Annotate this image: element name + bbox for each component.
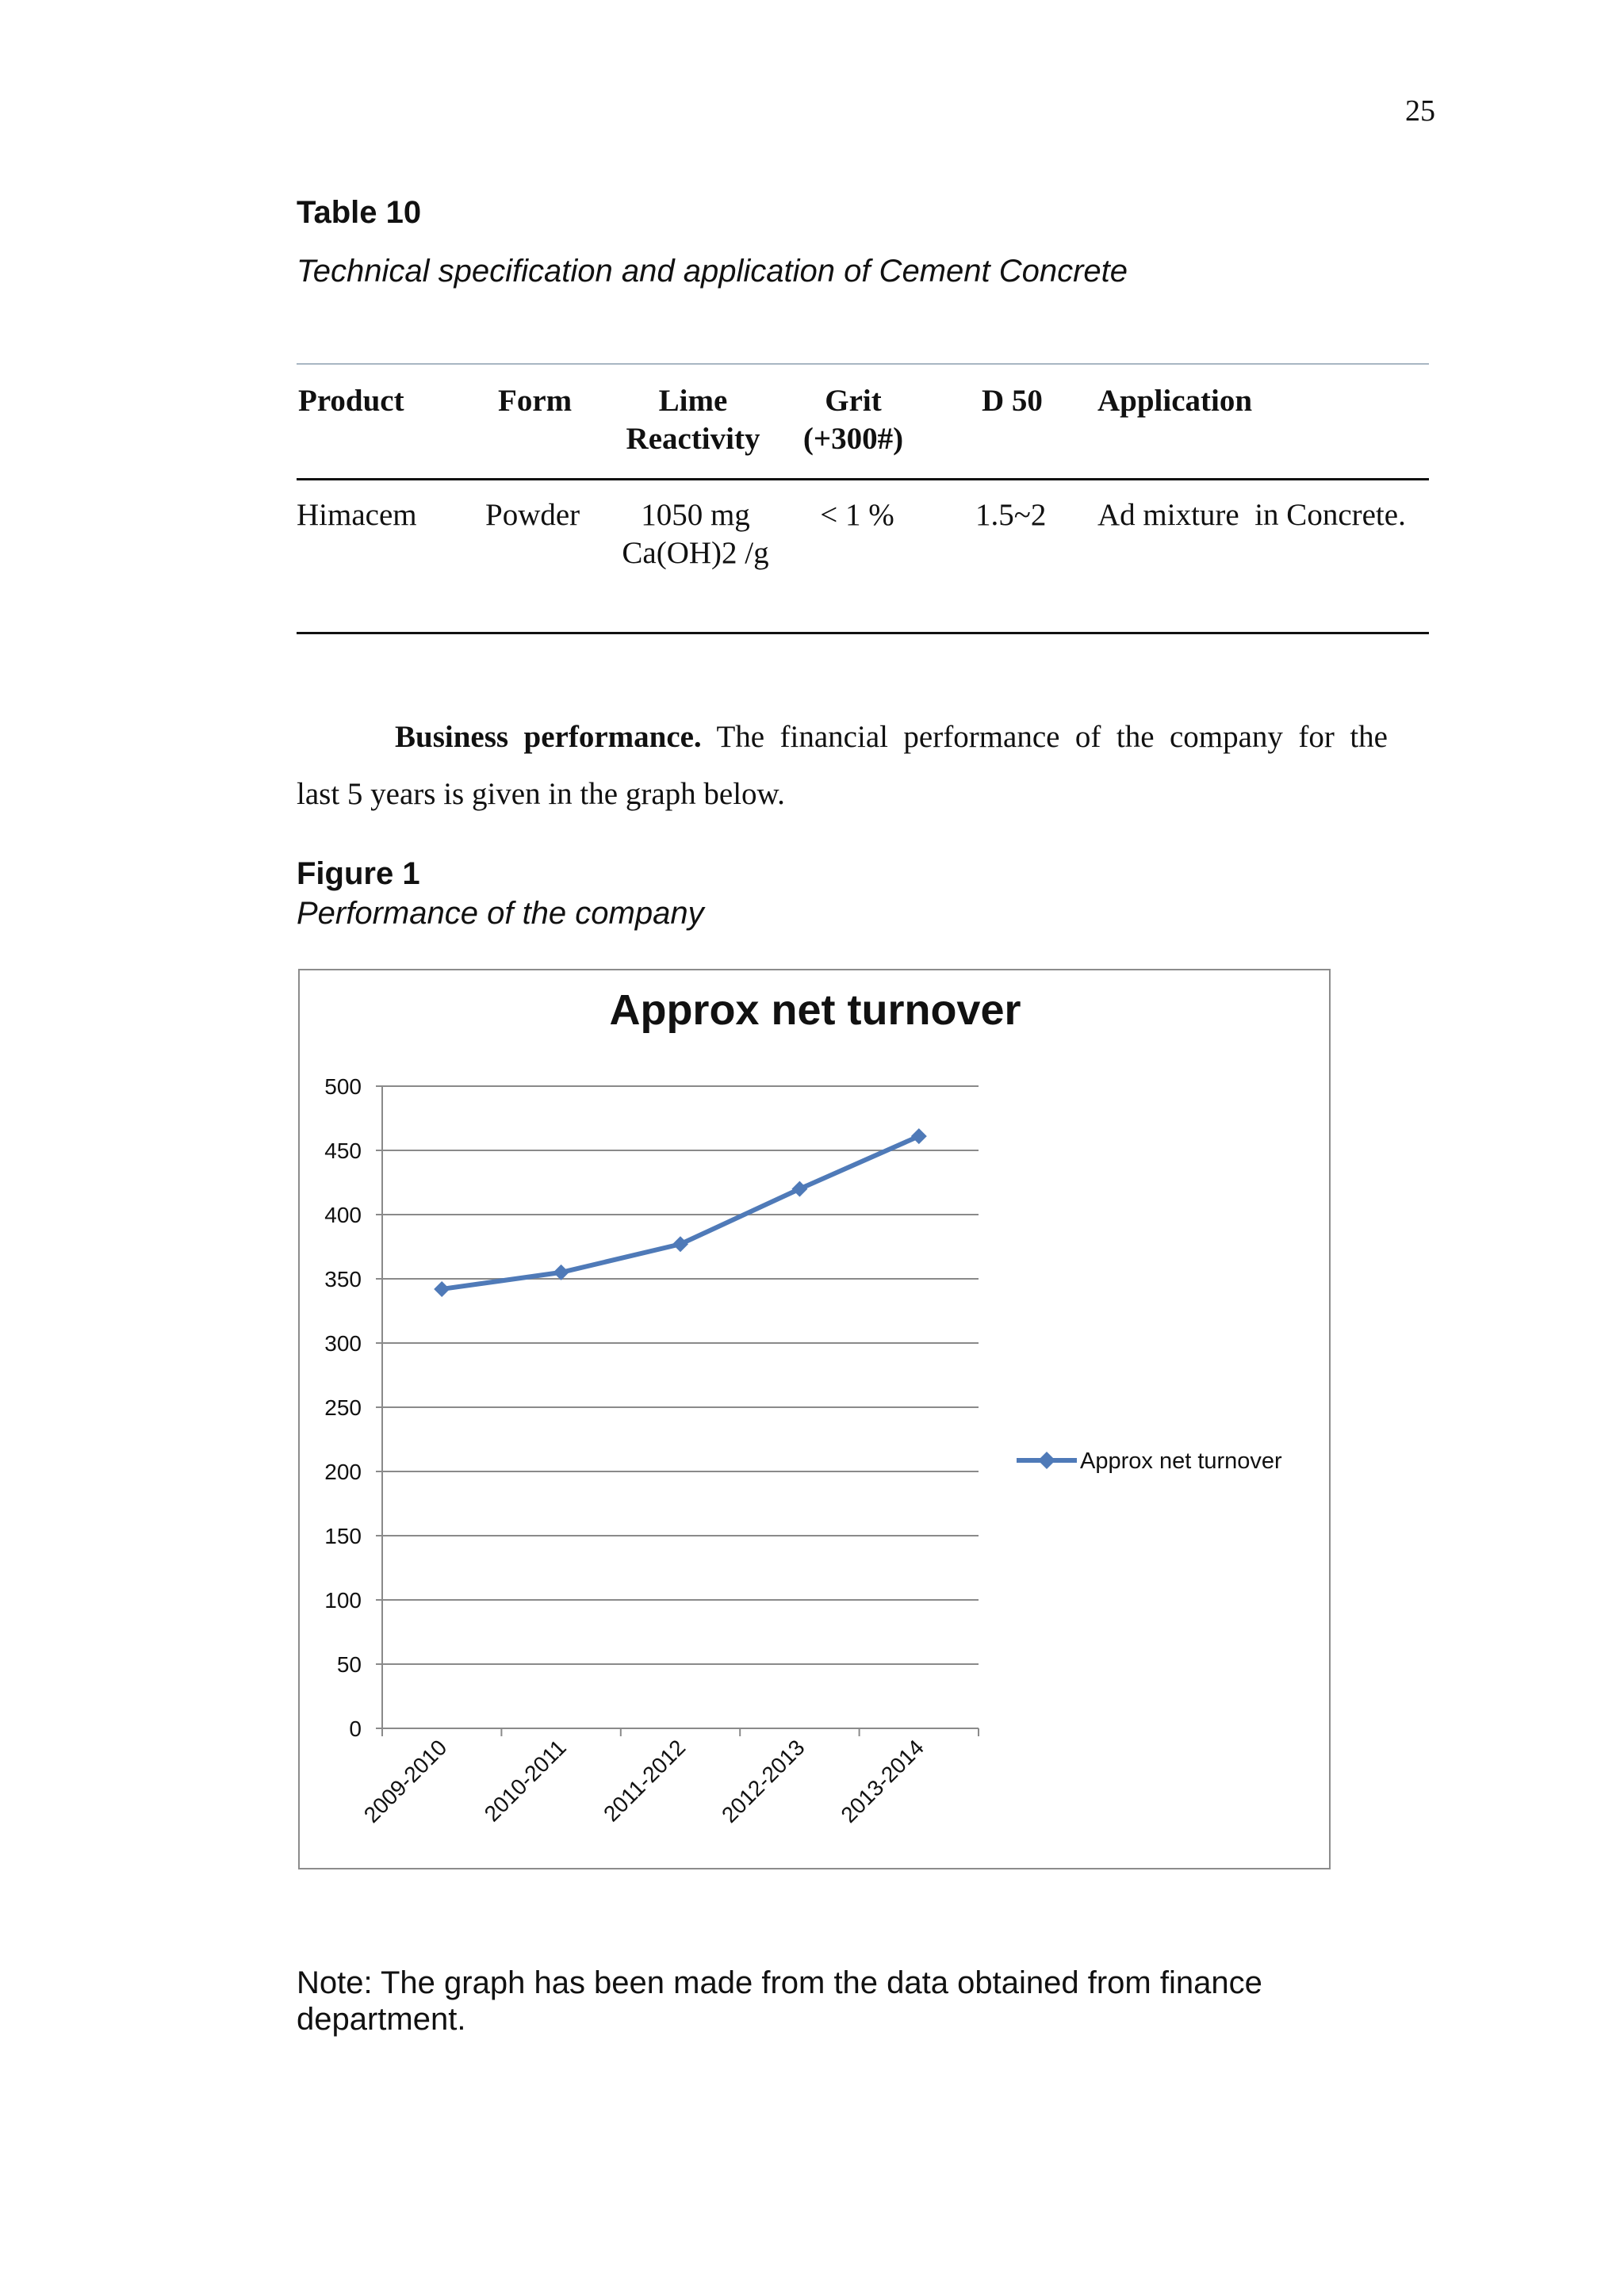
y-tick-label-350: 350 (324, 1267, 362, 1292)
header-grit (790, 382, 917, 458)
header-product: Product (298, 384, 404, 418)
header-lime-reactivity (614, 382, 772, 458)
header-grit-line1: Grit (825, 384, 882, 418)
y-tick-label-0: 0 (349, 1716, 362, 1741)
table-bottom-rule (297, 632, 1429, 634)
table-label: Table 10 (297, 195, 422, 230)
data-point-4 (911, 1128, 927, 1144)
table-caption: Technical specification and application of Cement Concrete (297, 254, 1128, 289)
legend-marker (1038, 1452, 1055, 1469)
paragraph-text-1: The financial performance of the company for the (701, 720, 1388, 754)
header-lime-line1: Lime (658, 384, 728, 418)
y-tick-label-100: 100 (324, 1588, 362, 1613)
header-application: Application (1097, 384, 1253, 418)
x-tick-label-4: 2013-2014 (836, 1735, 929, 1827)
cell-grit: < 1 % (820, 498, 894, 532)
x-tick-label-1: 2010-2011 (479, 1735, 571, 1827)
y-tick-label-300: 300 (324, 1331, 362, 1356)
header-form: Form (498, 384, 573, 418)
line-chart (300, 970, 1329, 1868)
data-point-1 (553, 1265, 569, 1280)
data-point-3 (791, 1181, 807, 1197)
paragraph-line-1 (297, 714, 1388, 761)
data-point-0 (434, 1281, 450, 1297)
x-tick-label-0: 2009-2010 (358, 1735, 452, 1827)
y-tick-label-400: 400 (324, 1203, 362, 1227)
paragraph-heading: Business performance. (395, 720, 702, 754)
y-tick-label-500: 500 (324, 1074, 362, 1099)
chart-title: Approx net turnover (609, 986, 1021, 1034)
cell-form: Powder (485, 498, 580, 532)
cell-application: Ad mixture in Concrete. (1097, 498, 1406, 532)
y-tick-label-50: 50 (336, 1652, 362, 1677)
x-tick-label-3: 2012-2013 (717, 1735, 810, 1827)
cell-product: Himacem (297, 498, 417, 532)
cell-d50: 1.5~2 (975, 498, 1047, 532)
table-header-rule (297, 478, 1429, 480)
page-number: 25 (1405, 94, 1435, 128)
series-line-0 (442, 1136, 919, 1289)
header-d50: D 50 (982, 384, 1043, 418)
figure-label: Figure 1 (297, 856, 420, 891)
cell-lime-reactivity (606, 496, 785, 572)
table-top-rule (297, 363, 1429, 365)
cell-lime-line1: 1050 mg (641, 498, 750, 532)
x-tick-label-2: 2011-2012 (599, 1735, 691, 1827)
cell-lime-line2: Ca(OH)2 /g (622, 536, 769, 570)
y-tick-label-250: 250 (324, 1395, 362, 1420)
footnote: Note: The graph has been made from the data obtained from finance department. (297, 1965, 1262, 2037)
chart-frame (298, 969, 1331, 1869)
y-tick-label-450: 450 (324, 1138, 362, 1163)
y-tick-label-150: 150 (324, 1524, 362, 1548)
header-grit-line2: (+300#) (802, 422, 904, 456)
y-tick-label-200: 200 (324, 1460, 362, 1484)
legend-label: Approx net turnover (1080, 1448, 1282, 1474)
data-point-2 (672, 1236, 688, 1252)
paragraph-line-2: last 5 years is given in the graph below. (297, 777, 785, 811)
header-lime-line2: Reactivity (626, 422, 760, 456)
figure-caption: Performance of the company (297, 896, 704, 931)
